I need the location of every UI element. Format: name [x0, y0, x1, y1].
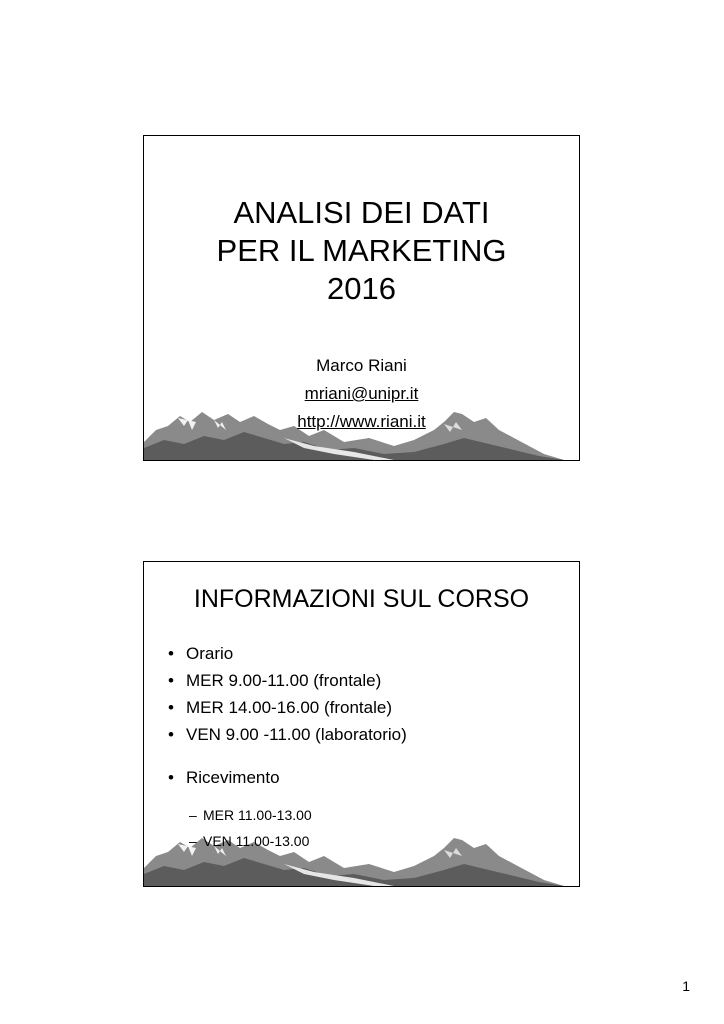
email-link[interactable]: mriani@unipr.it — [304, 384, 419, 403]
sub-list-item: – VEN 11.00-13.00 — [189, 828, 312, 854]
slide-heading: INFORMAZIONI SUL CORSO — [193, 585, 530, 613]
bullet-list — [166, 640, 407, 791]
slide-course-info — [143, 561, 580, 887]
title-line: PER IL MARKETING — [216, 233, 507, 268]
slide-title — [143, 135, 580, 461]
list-item: • MER 14.00-16.00 (frontale) — [166, 694, 407, 721]
slide-title-heading — [144, 194, 579, 308]
list-item: • Ricevimento — [166, 764, 407, 791]
website-link[interactable]: http://www.riani.it — [297, 412, 426, 431]
list-item: • VEN 9.00 -11.00 (laboratorio) — [166, 721, 407, 748]
author-name: Marco Riani — [316, 356, 407, 375]
list-item: • MER 9.00-11.00 (frontale) — [166, 667, 407, 694]
title-line: 2016 — [327, 271, 396, 306]
title-line: ANALISI DEI DATI — [233, 195, 490, 230]
page-number: 1 — [682, 978, 690, 994]
sub-list-item: – MER 11.00-13.00 — [189, 802, 312, 828]
list-item: • Orario — [166, 640, 407, 667]
sub-bullet-list — [189, 802, 312, 854]
author-block — [144, 352, 579, 436]
